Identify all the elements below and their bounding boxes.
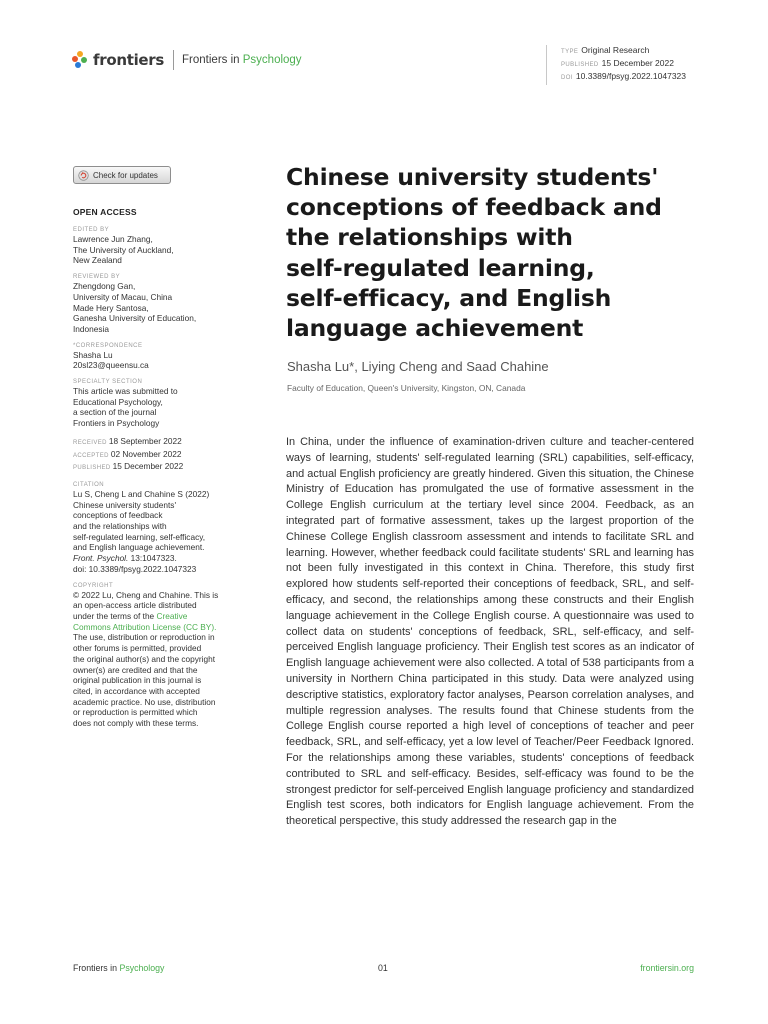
meta-published: PUBLISHED 15 December 2022 xyxy=(561,58,674,68)
correspondence: Shasha Lu 20sl23@queensu.ca xyxy=(73,350,243,371)
brand-name: frontiers xyxy=(93,51,165,69)
citation-label: CITATION xyxy=(73,481,105,488)
journal-name: Frontiers in Psychology xyxy=(182,54,302,66)
citation: Lu S, Cheng L and Chahine S (2022) Chinese university students' conceptions of feedback and the relationships with self-regulated learning, self-efficacy, and English language achievement. Front. Psychol. 13:1047323. doi: 10.3389/fpsyg.2022.1047323 xyxy=(73,489,243,575)
copyright-label: COPYRIGHT xyxy=(73,582,114,589)
citation-doi[interactable]: doi: 10.3389/fpsyg.2022.1047323 xyxy=(73,563,197,574)
abstract: In China, under the influence of examination-driven culture and teacher-centered ways of learning, students' self-regulated learning (SRL) capabilities, self-efficacy, and actual English proficiency are greatly hindered. Given this situation, the Chinese Ministry of Education has promulgated the use of formative assessment in the College English curriculum at the tertiary level since 2004. Feedback, as an integrated part of formative assessment, takes up the largest proportion of the Chinese College English classroom assessment and intends to facilitate SRL and learning. However, whether feedback could facilitate students' SRL and learning has not been fully investigated in this context in China. Therefore, this study first explored how students self-reported their conceptions of feedback, SRL, and self-efficacy, and second, the relationships among these constructs and their English language achievement in the College English course. A questionnaire was used to collect data on students' conceptions of feedback, SRL, self-efficacy, and self-perceived English language proficiency. Their English test scores as an indicator of English language achievement were also collected. A total of 538 participants from a university in Northern China participated in this study. Data were analyzed using descriptive statistics, exploratory factor analyses, Pearson correlation analyses, and multiple regression analyses. The results found that Chinese students from the College English course reported a high level of conceptions of teacher and peer feedback, SRL, and self-efficacy, yet a low level of Teacher/Peer Feedback Ignored. For the relationships among these variables, students' conceptions of feedback contributed to SRL and self-efficacy. Besides, self-efficacy was found to be the strongest predictor for self-perceived English language proficiency and standardized English test scores, both indicators for English language achievement. From the theoretical perspective, this study addressed the research gap in the xyxy=(286,436,694,828)
refresh-icon xyxy=(78,170,89,181)
check-for-updates-label: Check for updates xyxy=(93,170,158,180)
article-sidebar xyxy=(73,207,243,729)
article-dates xyxy=(73,436,243,474)
open-access-label: OPEN ACCESS xyxy=(73,207,137,217)
check-for-updates-button[interactable] xyxy=(73,166,171,184)
license-link-cont[interactable]: Commons Attribution License (CC BY). xyxy=(73,621,217,632)
specialty-section-label: SPECIALTY SECTION xyxy=(73,379,143,386)
date-published: PUBLISHED 15 December 2022 xyxy=(73,461,184,472)
correspondence-email[interactable]: 20sl23@queensu.ca xyxy=(73,360,149,371)
page-number: 01 xyxy=(378,963,388,973)
copyright: © 2022 Lu, Cheng and Chahine. This is an open-access article distributed under the terms of the Creative Commons Attribution License (CC BY). The use, distribution or reproduction in other forums is permitted, provided the original author(s) and the copyright owner(s) are credited and that the original publication in this journal is cited, in accordance with accepted academic practice. No use, distribution or reproduction is permitted which does not comply with these terms. xyxy=(73,589,219,729)
authors: Shasha Lu*, Liying Cheng and Saad Chahine xyxy=(287,359,549,374)
edited-by-label: EDITED BY xyxy=(73,227,110,233)
meta-type: TYPE Original Research xyxy=(561,45,650,55)
correspondence-label: *CORRESPONDENCE xyxy=(73,342,143,349)
meta-doi: DOI 10.3389/fpsyg.2022.1047323 xyxy=(561,71,687,81)
footer-site-link[interactable]: frontiersin.org xyxy=(640,963,694,973)
reviewed-by-label: REVIEWED BY xyxy=(73,274,121,281)
specialty-section: This article was submitted to Educational Psychology, a section of the journal Frontiers in Psychology xyxy=(73,386,178,429)
footer-journal: Frontiers in Psychology xyxy=(73,963,165,973)
affiliation: Faculty of Education, Queen's University, Kingston, ON, Canada xyxy=(287,383,526,393)
license-link[interactable]: Creative xyxy=(156,610,188,621)
article-title: Chinese university students' conceptions of feedback and the relationships with self-regulated learning, self-efficacy, and English language achievement xyxy=(286,163,662,343)
frontiers-logo-icon xyxy=(72,51,89,69)
date-accepted: ACCEPTED 02 November 2022 xyxy=(73,448,182,459)
frontiers-logo[interactable] xyxy=(72,50,302,70)
divider xyxy=(173,50,174,70)
reviewed-by: Zhengdong Gan, University of Macau, China Made Hery Santosa, Ganesha University of Education, Indonesia xyxy=(73,281,197,334)
date-received: RECEIVED 18 September 2022 xyxy=(73,435,182,446)
edited-by: Lawrence Jun Zhang, The University of Auckland, New Zealand xyxy=(73,234,174,266)
article-meta xyxy=(546,45,686,85)
